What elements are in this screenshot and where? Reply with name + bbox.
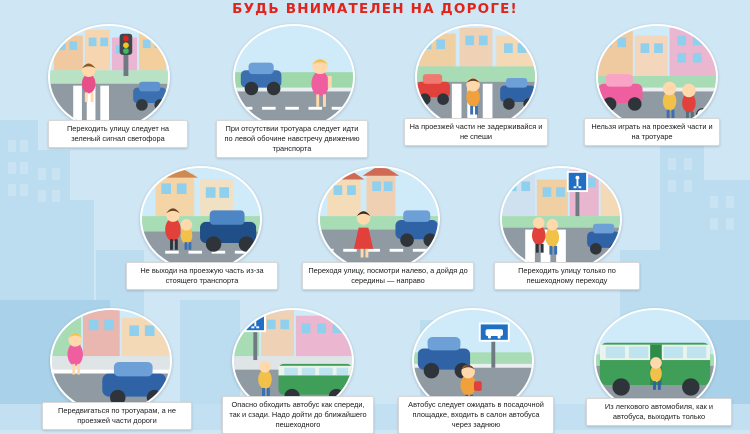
tip-2-illustration (233, 24, 355, 130)
tip-8-caption: Передвигаться по тротуарам, а не проезжей части дороги (42, 402, 192, 430)
page-title: БУДЬ ВНИМАТЕЛЕН НА ДОРОГЕ! (232, 1, 518, 17)
tip-2-caption: При отсутствии тротуара следует идти по левой обочине навстречу движению транспорта (216, 120, 368, 158)
tip-11-caption: Из легкового автомобиля, как и автобуса, выходить только (586, 398, 732, 426)
tip-5-illustration (140, 166, 262, 272)
tip-6-caption: Переходя улицу, посмотри налево, а дойдя до середины — направо (302, 262, 474, 290)
scene-crosswalk-traffic-light (50, 26, 168, 128)
scene-walk-on-sidewalk (52, 310, 170, 412)
tip-4-illustration (596, 24, 718, 130)
tip-9-caption: Опасно обходить автобус как спереди, так и сзади. Надо дойти до ближайшего пешеходного (222, 396, 374, 434)
scene-do-not-linger-on-road (417, 26, 535, 128)
tip-7-illustration (500, 166, 622, 272)
scene-no-playing-on-road (598, 26, 716, 128)
tip-3-caption: На проезжей части не задерживайся и не спеши (404, 118, 548, 146)
tip-1-caption: Переходить улицу следует на зеленый сигнал светофора (48, 120, 188, 148)
tip-4-caption: Нельзя играть на проезжей части и на тротуаре (584, 118, 720, 146)
tip-8-illustration (50, 308, 172, 414)
tip-3-illustration (415, 24, 537, 130)
scene-look-left-then-right (320, 168, 438, 270)
scene-use-pedestrian-crossing (502, 168, 620, 270)
scene-walk-on-left-roadside (235, 26, 353, 128)
tip-5-caption: Не выходи на проезжую часть из-за стоящего транспорта (126, 262, 278, 290)
scene-exit-vehicle-safely (596, 310, 714, 412)
tip-1-illustration (48, 24, 170, 130)
tip-10-caption: Автобус следует ожидать в посадочной площадке, входить в салон автобуса через заднюю (398, 396, 554, 434)
scene-do-not-step-from-behind-vehicle (142, 168, 260, 270)
poster-title-bar (0, 0, 750, 18)
tip-7-caption: Переходить улицу только по пешеходному переходу (494, 262, 640, 290)
tip-6-illustration (318, 166, 440, 272)
